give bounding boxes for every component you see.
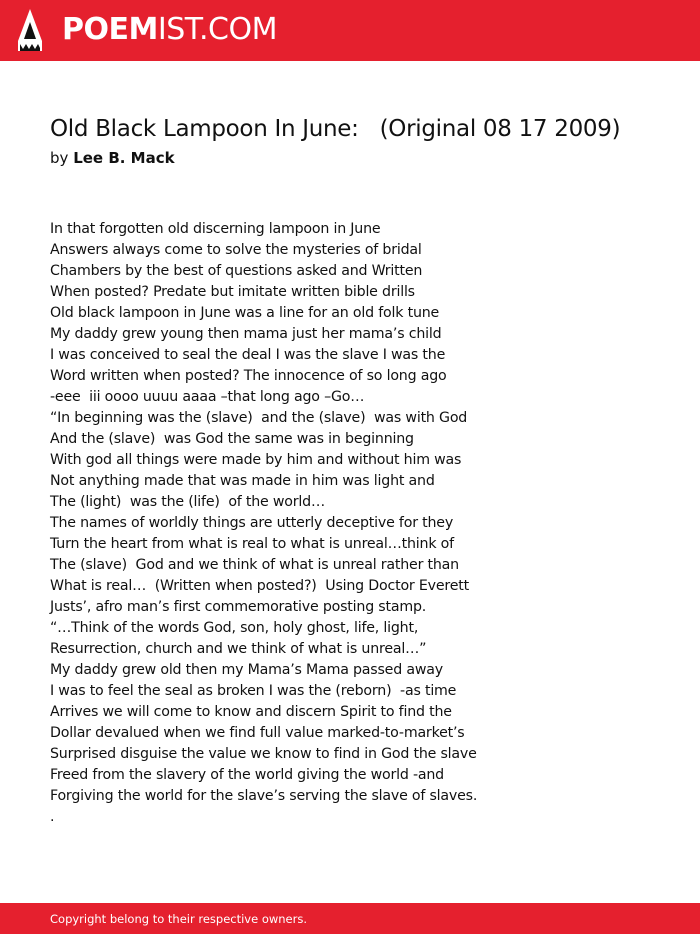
poem-body bbox=[50, 219, 650, 828]
poem-line: “…Think of the words God, son, holy ghost, life, light, bbox=[50, 620, 419, 636]
poem-line: Word written when posted? The innocence of so long ago bbox=[50, 368, 447, 384]
poem-line: Surprised disguise the value we know to find in God the slave bbox=[50, 746, 477, 762]
poem-line: Resurrection, church and we think of what is unreal…” bbox=[50, 641, 427, 657]
poem-line: My daddy grew old then my Mama’s Mama passed away bbox=[50, 662, 443, 678]
poem-line: “In beginning was the (slave) and the (slave) was with God bbox=[50, 410, 468, 426]
poem-line: My daddy grew young then mama just her mama’s child bbox=[50, 326, 442, 342]
copyright-text: Copyright belong to their respective owners. bbox=[50, 912, 308, 926]
byline bbox=[50, 149, 175, 167]
poem-line: -eee iii oooo uuuu aaaa –that long ago –Go… bbox=[50, 389, 365, 405]
poem-line: Arrives we will come to know and discern Spirit to find the bbox=[50, 704, 452, 720]
poem-line: What is real… (Written when posted?) Using Doctor Everett bbox=[50, 578, 469, 594]
poem-line: Chambers by the best of questions asked and Written bbox=[50, 263, 423, 279]
poem-line: When posted? Predate but imitate written bible drills bbox=[50, 284, 415, 300]
poem-line: The (light) was the (life) of the world… bbox=[50, 494, 325, 510]
poem-line: The (slave) God and we think of what is unreal rather than bbox=[50, 557, 459, 573]
poem-line: With god all things were made by him and without him was bbox=[50, 452, 462, 468]
logo-light-text: IST.COM bbox=[157, 12, 277, 47]
poem-line: Answers always come to solve the mysteries of bridal bbox=[50, 242, 422, 258]
poem-line: I was to feel the seal as broken I was the (reborn) -as time bbox=[50, 683, 457, 699]
poem-line: Old black lampoon in June was a line for an old folk tune bbox=[50, 305, 440, 321]
pencil-tip-icon bbox=[17, 8, 43, 52]
poem-line: I was conceived to seal the deal I was the slave I was the bbox=[50, 347, 446, 363]
poem-line: Not anything made that was made in him was light and bbox=[50, 473, 435, 489]
logo-bold-text: POEM bbox=[62, 12, 158, 47]
poem-title: Old Black Lampoon In June: (Original 08 17 2009) bbox=[50, 116, 621, 142]
poem-line: In that forgotten old discerning lampoon in June bbox=[50, 221, 381, 237]
poem-line: . bbox=[50, 809, 55, 825]
poem-line: Forgiving the world for the slave’s serving the slave of slaves. bbox=[50, 788, 478, 804]
site-header bbox=[0, 0, 700, 61]
poem-line: The names of worldly things are utterly deceptive for they bbox=[50, 515, 454, 531]
poem-line: Dollar devalued when we find full value marked-to-market’s bbox=[50, 725, 465, 741]
author-name: Lee B. Mack bbox=[73, 149, 175, 167]
site-logo[interactable] bbox=[62, 12, 277, 48]
poem-line: Freed from the slavery of the world giving the world -and bbox=[50, 767, 444, 783]
by-label: by bbox=[50, 149, 69, 167]
poem-line: Justs’, afro man’s first commemorative posting stamp. bbox=[50, 599, 427, 615]
poem-line: And the (slave) was God the same was in beginning bbox=[50, 431, 414, 447]
poem-line: Turn the heart from what is real to what is unreal…think of bbox=[50, 536, 454, 552]
site-footer bbox=[0, 903, 700, 934]
